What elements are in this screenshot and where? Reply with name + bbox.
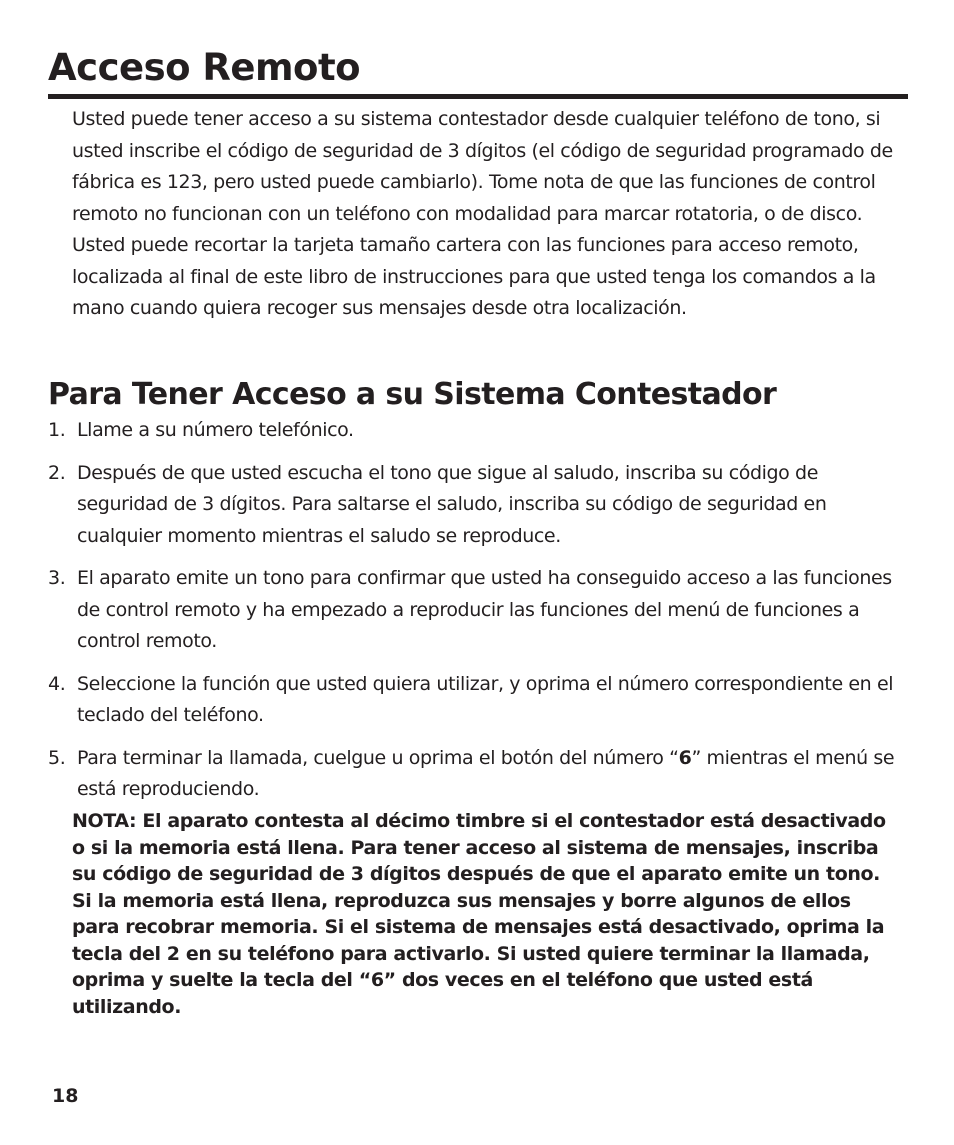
step-number: 3.: [48, 567, 66, 589]
intro-paragraph: Usted puede tener acceso a su sistema contestador desde cualquier teléfono de tono, si usted inscribe el código de seguridad de 3 dígitos (el código de seguridad programado de fábrica es 123, pero usted puede cambiarlo). Tome nota de que las funciones de control remoto no funcionan con un teléfono con modalidad para marcar rotatoria, o de disco. Usted puede recortar la tarjeta tamaño cartera con las funciones para acceso remoto, localizada al final de este libro de instrucciones para que usted tenga los comandos a la mano cuando quiera recoger sus mensajes desde otra localización.: [72, 108, 893, 319]
step-text-before: Para terminar la llamada, cuelgue u oprima el botón del número “: [77, 746, 679, 769]
step-number: 2.: [48, 461, 66, 484]
step-text: Llame a su número telefónico.: [77, 419, 354, 441]
step-item-5: [48, 743, 908, 806]
step-item-4: [48, 669, 908, 732]
step-text-after: ” mientras el menú se está reproduciendo.: [77, 746, 895, 800]
step-text: Después de que usted escucha el tono que sigue al saludo, inscriba su código de seguridad de 3 dígitos. Para saltarse el saludo, inscriba su código de seguridad en cualquier momento mientras el saludo se reproduce.: [77, 461, 827, 547]
steps-list: [48, 415, 908, 817]
step-item-2: [48, 458, 908, 553]
step-text: Seleccione la función que usted quiera utilizar, y oprima el número correspondiente en el teclado del teléfono.: [77, 672, 894, 726]
step-text: [77, 747, 894, 801]
section-heading: Para Tener Acceso a su Sistema Contestador: [48, 377, 777, 412]
step-number: 1.: [48, 419, 66, 441]
step-text: El aparato emite un tono para confirmar que usted ha conseguido acceso a las funciones de control remoto y ha empezado a reproducir las funciones del menú de funciones a control remoto.: [77, 567, 892, 652]
step-item-1: [48, 415, 908, 447]
page-title: Acceso Remoto: [48, 46, 361, 89]
step-bold-digit: 6: [678, 746, 692, 769]
step-number: 5.: [48, 746, 66, 769]
title-underline-rule: [48, 94, 908, 99]
step-item-3: [48, 563, 908, 658]
note-paragraph: NOTA: El aparato contesta al décimo timbre si el contestador está desactivado o si la memoria está llena. Para tener acceso al sistema de mensajes, inscriba su código de seguridad de 3 dígitos después de que el aparato emite un tono. Si la memoria está llena, reproduzca sus mensajes y borre algunos de ellos para recobrar memoria. Si el sistema de mensajes está desactivado, oprima la tecla del 2 en su teléfono para activarlo. Si usted quiere terminar la llamada, oprima y suelte la tecla del “6” dos veces en el teléfono que usted está utilizando.: [72, 810, 886, 1018]
page-number: 18: [52, 1085, 79, 1107]
step-number: 4.: [48, 672, 66, 695]
